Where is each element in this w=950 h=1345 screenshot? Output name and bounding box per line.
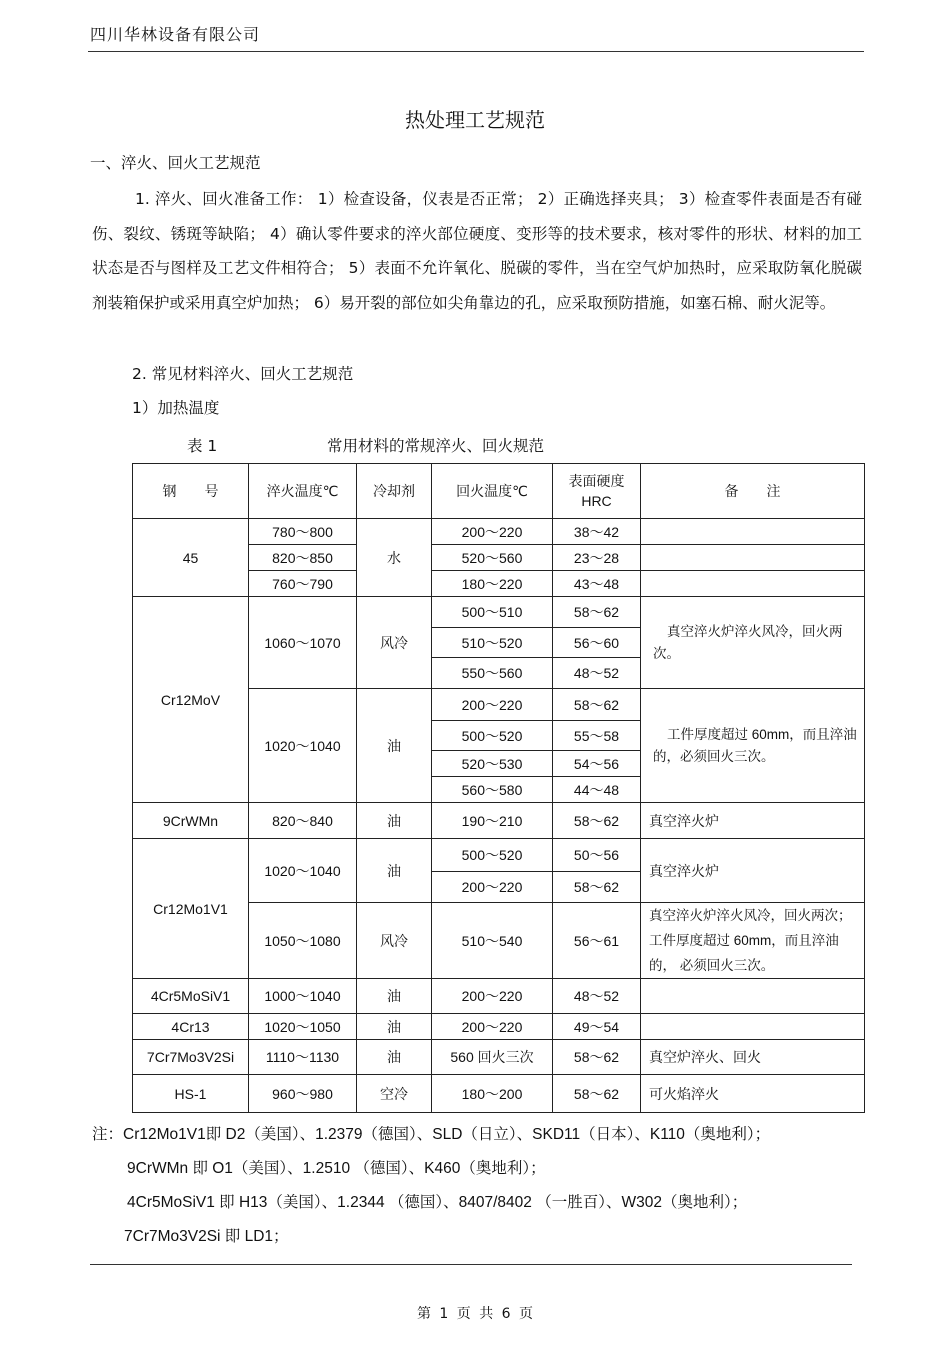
table-row <box>133 519 865 545</box>
quench-cell: 820～840 <box>249 803 357 839</box>
remark-cell <box>641 545 865 571</box>
quench-cell: 1020～1050 <box>249 1014 357 1040</box>
coolant-cell: 空冷 <box>357 1075 432 1113</box>
quench-cell: 1060～1070 <box>249 597 357 689</box>
temper-cell: 510～540 <box>432 903 553 979</box>
hardness-cell: 58～62 <box>553 689 641 721</box>
quench-cell: 1050～1080 <box>249 903 357 979</box>
hardness-cell: 58～62 <box>553 803 641 839</box>
remark-cell <box>641 519 865 545</box>
hardness-cell: 50～56 <box>553 839 641 872</box>
quench-cell: 760～790 <box>249 571 357 597</box>
table-header-row <box>133 464 865 519</box>
table-row <box>133 803 865 839</box>
steel-cell: Cr12MoV <box>133 597 249 803</box>
steel-cell: 7Cr7Mo3V2Si <box>133 1040 249 1075</box>
temper-cell: 180～220 <box>432 571 553 597</box>
header-remark: 备 注 <box>641 464 865 519</box>
quench-cell: 1000～1040 <box>249 979 357 1014</box>
table-caption-text: 常用材料的常规淬火、回火规范 <box>327 437 545 455</box>
temper-cell: 200～220 <box>432 689 553 721</box>
quench-cell: 1020～1040 <box>249 839 357 903</box>
quench-cell: 1020～1040 <box>249 689 357 803</box>
remark-cell: 真空淬火炉 <box>641 839 865 903</box>
steel-cell: 45 <box>133 519 249 597</box>
header-temper: 回火温度℃ <box>432 464 553 519</box>
temper-cell: 180～200 <box>432 1075 553 1113</box>
remark-cell: 真空炉淬火、回火 <box>641 1040 865 1075</box>
hardness-cell: 58～62 <box>553 597 641 628</box>
remark-cell: 工件厚度超过 60mm，而且淬油的，必须回火三次。 <box>641 689 865 803</box>
preparation-paragraph: 1. 淬火、回火准备工作： 1）检查设备，仪表是否正常； 2）正确选择夹具； 3）检查零件表面是否有碰伤、裂纹、锈斑等缺陷； 4）确认零件要求的淬火部位硬度、变形等的技术要求，核对零件的形状、材料的加工状态是否与图样及工艺文件相符合； 5）表面不允许氧化、脱碳的零件，当在空气炉加热时，应采取防氧化脱碳剂装箱保护或采用真空炉加热； 6）易开裂的部位如尖角靠边的孔，应采取预防措施，如塞石棉、耐火泥等。 <box>92 190 862 312</box>
hardness-cell: 49～54 <box>553 1014 641 1040</box>
temper-cell: 200～220 <box>432 1014 553 1040</box>
subsection-heading: 2. 常见材料淬火、回火工艺规范 <box>132 365 354 383</box>
remark-cell: 可火焰淬火 <box>641 1075 865 1113</box>
coolant-cell: 油 <box>357 803 432 839</box>
temper-cell: 500～520 <box>432 839 553 872</box>
temper-cell: 200～220 <box>432 979 553 1014</box>
temper-cell: 200～220 <box>432 872 553 903</box>
footer-rule <box>90 1264 852 1265</box>
coolant-cell: 风冷 <box>357 903 432 979</box>
header-coolant: 冷却剂 <box>357 464 432 519</box>
steel-cell: 9CrWMn <box>133 803 249 839</box>
table-row <box>133 1014 865 1040</box>
header-hardness: 表面硬度 HRC <box>553 464 641 519</box>
coolant-cell: 油 <box>357 689 432 803</box>
heat-treatment-table <box>132 463 865 1113</box>
table-row <box>133 1075 865 1113</box>
note-line: 7Cr7Mo3V2Si 即 LD1； <box>124 1228 289 1245</box>
hardness-cell: 44～48 <box>553 777 641 803</box>
page-title: 热处理工艺规范 <box>405 108 545 132</box>
coolant-cell: 油 <box>357 1040 432 1075</box>
temper-cell: 510～520 <box>432 628 553 658</box>
coolant-cell: 油 <box>357 979 432 1014</box>
remark-cell: 真空淬火炉 <box>641 803 865 839</box>
quench-cell: 780～800 <box>249 519 357 545</box>
hardness-cell: 55～58 <box>553 721 641 751</box>
hardness-cell: 58～62 <box>553 872 641 903</box>
header-rule <box>88 51 864 52</box>
note-line: 注：Cr12Mo1V1即 D2（美国）、1.2379（德国）、SLD（日立）、SKD11（日本）、K110（奥地利）； <box>92 1126 771 1143</box>
hardness-cell: 48～52 <box>553 658 641 689</box>
quench-cell: 960～980 <box>249 1075 357 1113</box>
hardness-cell: 48～52 <box>553 979 641 1014</box>
temper-cell: 560～580 <box>432 777 553 803</box>
temper-cell: 500～520 <box>432 721 553 751</box>
table-row <box>133 979 865 1014</box>
section-heading: 一、淬火、回火工艺规范 <box>90 154 261 172</box>
remark-cell <box>641 571 865 597</box>
steel-cell: 4Cr5MoSiV1 <box>133 979 249 1014</box>
note-line: 4Cr5MoSiV1 即 H13（美国）、1.2344 （德国）、8407/8402 （一胜百）、W302（奥地利）； <box>127 1194 748 1211</box>
hardness-cell: 43～48 <box>553 571 641 597</box>
hardness-cell: 54～56 <box>553 751 641 777</box>
notes-block <box>92 1118 770 1254</box>
temper-cell: 520～530 <box>432 751 553 777</box>
temper-cell: 200～220 <box>432 519 553 545</box>
remark-cell <box>641 1014 865 1040</box>
company-header: 四川华林设备有限公司 <box>90 25 261 44</box>
temper-cell: 550～560 <box>432 658 553 689</box>
heating-temperature-heading: 1）加热温度 <box>132 399 220 417</box>
steel-cell: Cr12Mo1V1 <box>133 839 249 979</box>
page-number: 第 1 页 共 6 页 <box>416 1306 534 1322</box>
coolant-cell: 风冷 <box>357 597 432 689</box>
table-row <box>133 597 865 628</box>
quench-cell: 1110～1130 <box>249 1040 357 1075</box>
hardness-cell: 56～60 <box>553 628 641 658</box>
remark-cell: 真空淬火炉淬火风冷，回火两次；工件厚度超过 60mm，而且淬油的， 必须回火三次。 <box>641 903 865 979</box>
hardness-cell: 58～62 <box>553 1075 641 1113</box>
temper-cell: 190～210 <box>432 803 553 839</box>
hardness-cell: 23～28 <box>553 545 641 571</box>
remark-cell: 真空淬火炉淬火风冷，回火两次。 <box>641 597 865 689</box>
temper-cell: 500～510 <box>432 597 553 628</box>
table-caption-label: 表 1 <box>187 437 218 455</box>
hardness-cell: 38～42 <box>553 519 641 545</box>
table-row <box>133 839 865 872</box>
temper-cell: 560 回火三次 <box>432 1040 553 1075</box>
steel-cell: 4Cr13 <box>133 1014 249 1040</box>
coolant-cell: 水 <box>357 519 432 597</box>
note-line: 9CrWMn 即 O1（美国）、1.2510 （德国）、K460（奥地利）； <box>127 1160 546 1177</box>
quench-cell: 820～850 <box>249 545 357 571</box>
temper-cell: 520～560 <box>432 545 553 571</box>
header-steel: 钢 号 <box>133 464 249 519</box>
coolant-cell: 油 <box>357 839 432 903</box>
hardness-cell: 56～61 <box>553 903 641 979</box>
header-quench: 淬火温度℃ <box>249 464 357 519</box>
coolant-cell: 油 <box>357 1014 432 1040</box>
steel-cell: HS-1 <box>133 1075 249 1113</box>
remark-cell <box>641 979 865 1014</box>
hardness-cell: 58～62 <box>553 1040 641 1075</box>
table-row <box>133 1040 865 1075</box>
